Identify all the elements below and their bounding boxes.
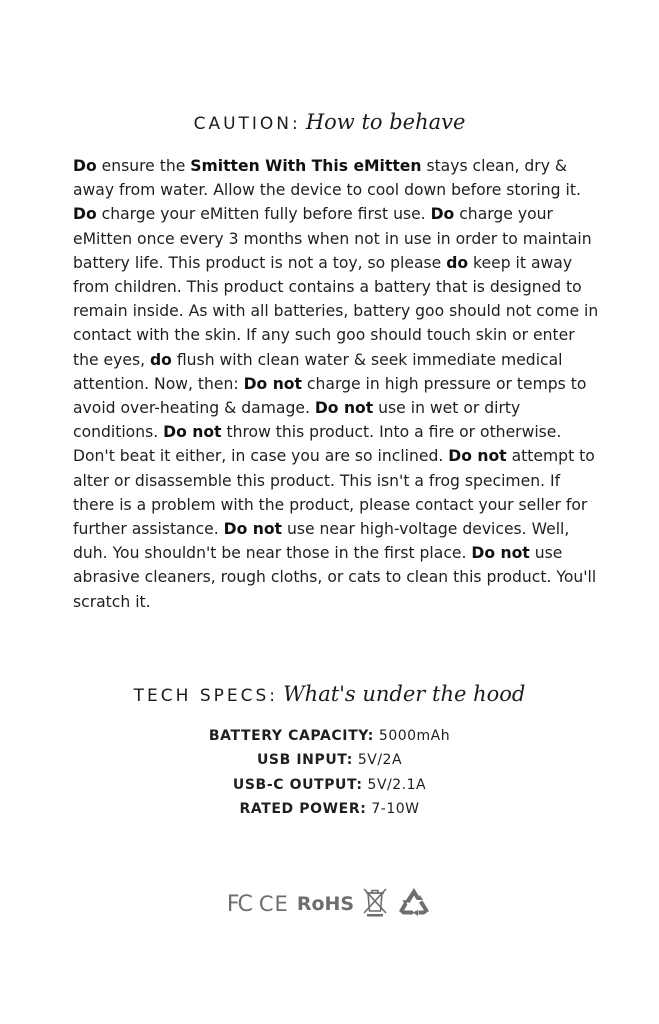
emphasis-text: Do — [73, 157, 97, 175]
body-text-segment: ensure the — [96, 157, 191, 175]
body-text-segment: charge your eMitten once every 3 months when not in use in order to maintain battery life. This product is not a toy, so please — [73, 205, 592, 272]
spec-row-usb-input: USB INPUT: 5V/2A — [256, 752, 403, 769]
body-text-segment: use in wet or dirty conditions. — [73, 399, 521, 442]
body-text-segment: charge your eMitten fully before first use. — [96, 205, 431, 224]
fcc-mark: FC — [226, 891, 251, 917]
spec-row-usbc-output: USB-C OUTPUT: 5V/2.1A — [232, 776, 427, 793]
body-text-segment: stays clean, dry & away from water. Allow the device to cool down before storing it. — [73, 157, 581, 200]
emphasis-text: Do — [430, 205, 455, 224]
body-text-segment: use abrasive cleaners, rough cloths, or cats to clean this product. You'll scratch it. — [73, 544, 597, 611]
body-text-segment: keep it away from children. This product contains a battery that is designed to remain inside. As with all batteries, battery goo should not come in contact with the skin. If any such goo should touch skin or enter the eyes, — [73, 253, 599, 369]
recycle-icon — [396, 886, 432, 922]
body-text-segment: use near high-voltage devices. Well, duh. You shouldn't be near those in the first place. — [73, 520, 570, 563]
body-text-segment: attempt to alter or disassemble this product. This isn't a frog specimen. If there is a problem with the product, please contact your seller for further assistance. — [73, 447, 595, 539]
tech-specs-list — [0, 724, 659, 821]
body-text-segment: charge in high pressure or temps to avoid over-heating & damage. — [73, 374, 587, 418]
spec-row-rated-power: RATED POWER: 7-10W — [239, 800, 420, 817]
caution-heading-script: How to behave — [305, 110, 466, 134]
emphasis-text: Smitten With This eMitten — [190, 157, 422, 175]
body-text-segment: throw this product. Into a fire or otherwise. Don't beat it either, in case you are so inclined. — [73, 423, 562, 466]
ce-mark: CE — [258, 892, 289, 916]
emphasis-text: do — [446, 253, 469, 272]
rohs-mark: RoHS — [296, 893, 355, 915]
caution-heading — [0, 110, 659, 134]
emphasis-text: Do — [73, 205, 97, 224]
certification-marks — [0, 886, 659, 922]
tech-specs-heading — [0, 682, 659, 706]
emphasis-text: Do not — [163, 423, 222, 442]
emphasis-text: do — [150, 350, 172, 369]
caution-paragraph — [73, 154, 603, 614]
emphasis-text: Do not — [223, 520, 282, 539]
emphasis-text: Do not — [471, 544, 530, 563]
weee-crossed-bin-icon — [362, 887, 388, 921]
tech-specs-heading-caps: TECH SPECS: — [133, 686, 278, 706]
emphasis-text: Do not — [448, 447, 507, 466]
tech-specs-heading-script: What's under the hood — [283, 682, 526, 706]
emphasis-text: Do not — [314, 399, 374, 418]
spec-row-battery: BATTERY CAPACITY: 5000mAh — [208, 728, 451, 744]
caution-heading-caps: CAUTION: — [193, 114, 301, 134]
body-text-segment: flush with clean water & seek immediate medical attention. Now, then: — [73, 350, 563, 393]
emphasis-text: Do not — [243, 374, 302, 393]
